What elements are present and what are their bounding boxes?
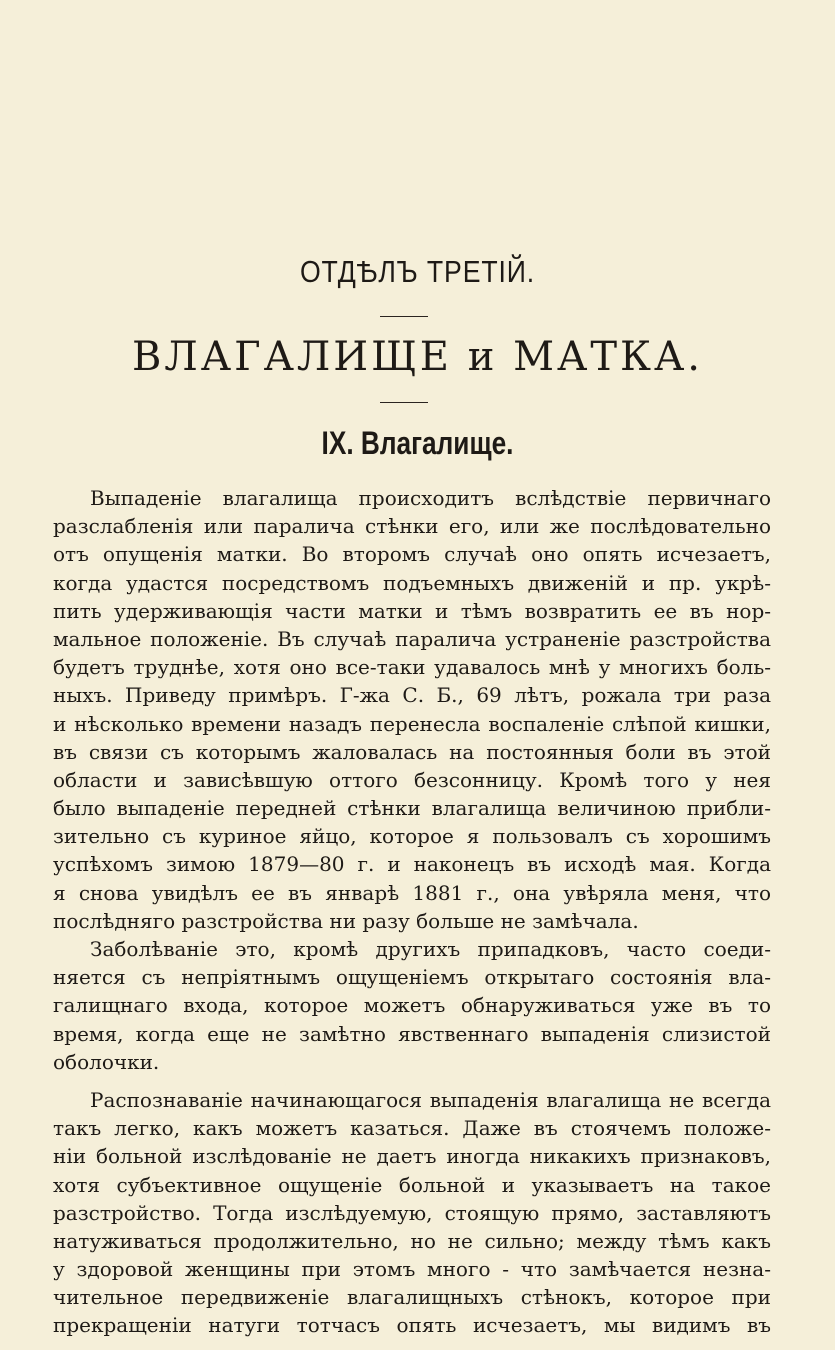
paragraph — [53, 484, 771, 935]
text-line: оболочки. — [53, 1049, 160, 1074]
part-title: ВЛАГАЛИЩЕ и МАТКА. — [132, 334, 703, 380]
text-line: время, когда еще не замѣтно явственнаго выпаденія слизистой — [53, 1021, 771, 1046]
body-text — [53, 484, 771, 1340]
text-line: зительно съ куриное яйцо, которое я пользовалъ съ хорошимъ — [53, 824, 771, 849]
text-line: успѣхомъ зимою 1879—80 г. и наконецъ въ исходѣ мая. Когда — [53, 852, 771, 877]
title-divider — [380, 402, 428, 403]
text-line: отъ опущенія матки. Во второмъ случаѣ оно опять исчезаетъ, — [53, 542, 771, 567]
text-line: было выпаденіе передней стѣнки влагалища величиною прибли- — [53, 796, 771, 821]
text-line: у здоровой женщины при этомъ много - что замѣчается незна- — [53, 1257, 771, 1282]
text-line: мальное положеніе. Въ случаѣ паралича устраненіе разстройства — [53, 626, 771, 651]
text-line: пить удерживающія части матки и тѣмъ возвратить ее въ нор- — [53, 598, 771, 623]
text-line: прекращеніи натуги тотчасъ опять исчезаетъ, мы видимъ въ — [53, 1313, 771, 1338]
text-line: разстройство. Тогда изслѣдуемую, стоящую прямо, заставляютъ — [53, 1200, 771, 1225]
text-line: няется съ непріятнымъ ощущеніемъ открытаго состоянія вла- — [53, 965, 771, 990]
text-line: галищнаго входа, которое можетъ обнаруживаться уже въ то — [53, 993, 771, 1018]
text-line: такъ легко, какъ можетъ казаться. Даже въ стоячемъ положе- — [53, 1116, 771, 1141]
text-line: я снова увидѣлъ ее въ январѣ 1881 г., она увѣряла меня, что — [53, 880, 771, 905]
text-line: области и зависѣвшую оттого безсонницу. Кромѣ того у нея — [53, 767, 771, 792]
text-line: будетъ труднѣе, хотя оно все-таки удавалось мнѣ у многихъ боль- — [53, 655, 771, 680]
section-title: ОТДѢЛЪ ТРЕТІЙ. — [299, 254, 536, 289]
text-line: послѣдняго разстройства ни разу больше не замѣчала. — [53, 908, 639, 933]
text-line: ніи больной изслѣдованіе не даетъ иногда никакихъ признаковъ, — [53, 1144, 771, 1169]
text-line: натуживаться продолжительно, но не сильно; между тѣмъ какъ — [53, 1228, 771, 1253]
text-line: Выпаденіе влагалища происходитъ вслѣдствіе первичнаго — [90, 486, 771, 510]
text-line: хотя субъективное ощущеніе больной и указываетъ на такое — [53, 1172, 771, 1197]
paragraph — [53, 1086, 771, 1340]
text-line: разслабленія или паралича стѣнки его, или же послѣдовательно — [53, 514, 771, 539]
text-line: ныхъ. Приведу примѣръ. Г-жа С. Б., 69 лѣтъ, рожала три раза — [53, 683, 771, 708]
text-line: когда удастся посредствомъ подъемныхъ движеній и пр. укрѣ- — [53, 570, 771, 595]
text-line: Распознаваніе начинающагося выпаденія влагалища не всегда — [90, 1087, 771, 1112]
chapter-title: IX. Влагалище. — [321, 425, 514, 461]
text-line: чительное передвиженіе влагалищныхъ стѣнокъ, которое при — [53, 1285, 771, 1310]
text-line: Заболѣваніе это, кромѣ другихъ припадковъ, часто соеди- — [90, 937, 771, 961]
text-line: и нѣсколько времени назадъ перенесла воспаленіе слѣпой кишки, — [53, 711, 771, 736]
paragraph — [53, 935, 771, 1076]
title-divider — [380, 316, 428, 317]
text-line: въ связи съ которымъ жаловалась на постоянныя боли въ этой — [53, 739, 771, 764]
